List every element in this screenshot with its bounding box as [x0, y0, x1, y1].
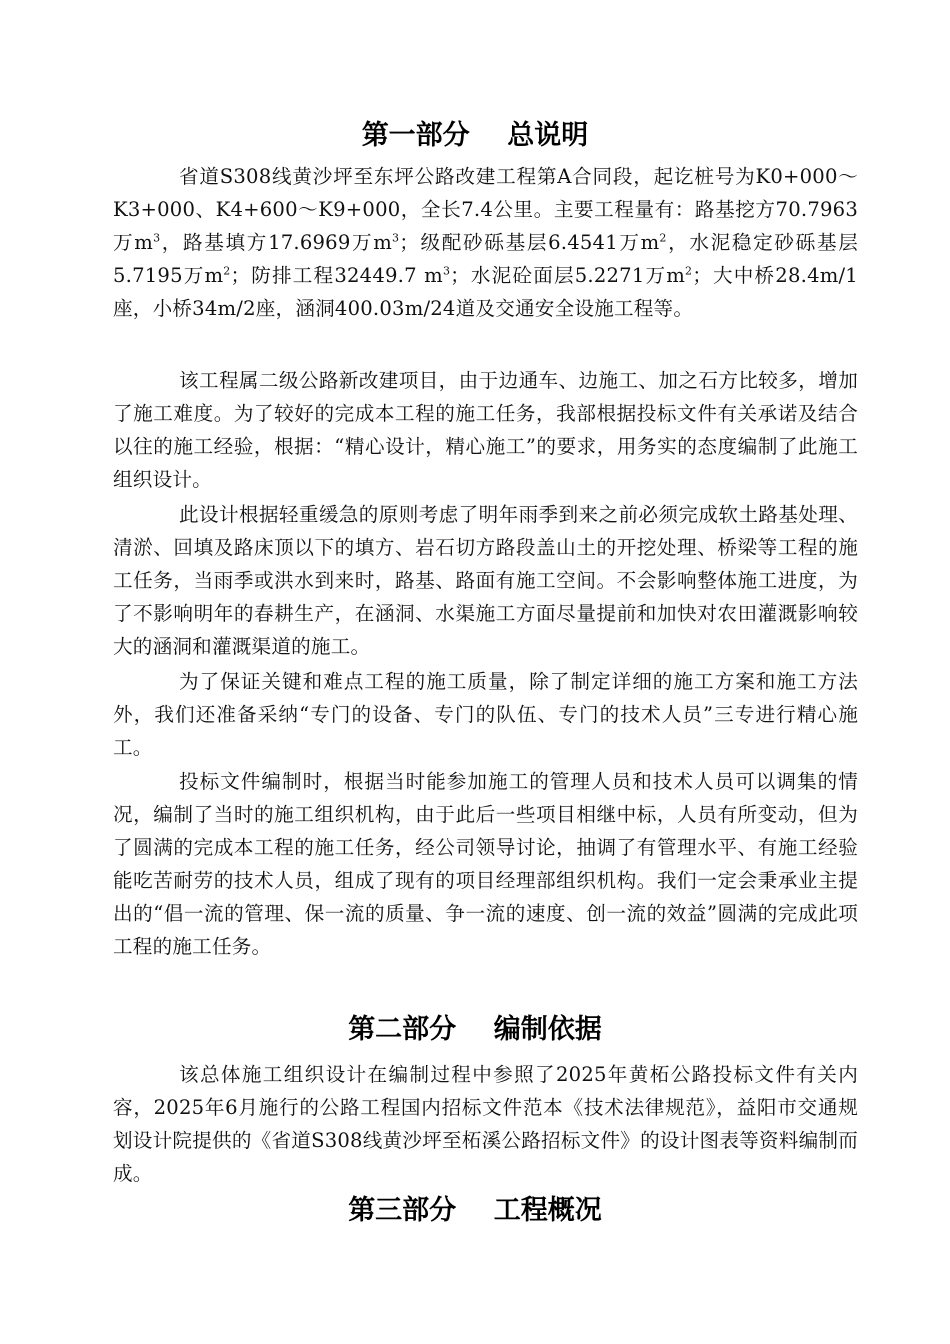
paragraph-project-summary [113, 160, 858, 325]
paragraph-text: ；水泥砼面层5.2271万m [450, 264, 686, 287]
paragraph-text: ；大中桥28.4m/1座，小桥34m/2座，涵洞400.03m/24道及交通安全设施工程等。 [113, 264, 858, 320]
section-heading-overview: 第三部分 工程概况 [348, 1195, 602, 1226]
paragraph-organization [113, 765, 858, 963]
unit-superscript: 2 [223, 264, 231, 278]
paragraph-text: 投标文件编制时，根据当时能参加施工的管理人员和技术人员可以调集的情况，编制了当时的施工组织机构，由于此后一些项目相继中标，人员有所变动，但为了圆满的完成本工程的施工任务，经公司领导讨论，抽调了有管理水平、有施工经验能吃苦耐劳的技术人员，组成了现有的项目经理部组织机构。我们一定会秉承业主提出的“倡一流的管理、保一流的质量、争一流的速度、创一流的效益”圆满的完成此项工程的施工任务。 [113, 770, 858, 958]
paragraph-quality-assurance [113, 665, 858, 764]
paragraph-text: ；防排工程32449.7 m [230, 264, 443, 287]
unit-superscript: 3 [442, 264, 451, 278]
unit-superscript: 2 [685, 264, 693, 278]
unit-superscript: 3 [392, 231, 400, 245]
paragraph-compilation-basis [113, 1058, 858, 1190]
paragraph-text: 此设计根据轻重缓急的原则考虑了明年雨季到来之前必须完成软土路基处理、清淤、回填及路床顶以下的填方、岩石切方路段盖山土的开挖处理、桥梁等工程的施工任务，当雨季或洪水到来时，路基、路面有施工空间。不会影响整体施工进度，为了不影响明年的春耕生产，在涵洞、水渠施工方面尽量提前和加快对农田灌溉影响较大的涵洞和灌溉渠道的施工。 [113, 503, 858, 658]
unit-superscript: 2 [659, 231, 667, 245]
paragraph-design-principle [113, 498, 858, 663]
section-heading-general: 第一部分 总说明 [361, 120, 589, 151]
paragraph-text: 该总体施工组织设计在编制过程中参照了2025年黄柘公路投标文件有关内容，2025年6月施行的公路工程国内招标文件范本《技术法律规范》，益阳市交通规划设计院提供的《省道S308线黄沙坪至柘溪公路招标文件》的设计图表等资料编制而成。 [113, 1063, 858, 1185]
unit-superscript: 3 [153, 231, 161, 245]
paragraph-text: 为了保证关键和难点工程的施工质量，除了制定详细的施工方案和施工方法外，我们还准备采纳“专门的设备、专门的队伍、专门的技术人员”三专进行精心施工。 [113, 670, 858, 759]
paragraph-text: ，路基填方17.6969万m [160, 231, 393, 254]
paragraph-project-difficulty [113, 364, 858, 496]
paragraph-text: ；级配砂砾基层6.4541万m [399, 231, 660, 254]
paragraph-text: 省道S308线黄沙坪至东坪公路改建工程第A合同段，起讫桩号为K0+000～K3+000、K4+600～K9+000，全长7.4公里。主要工程量有：路基挖方70.7963万m [113, 165, 858, 254]
paragraph-text: ，水泥稳定砂砾基层5.7195万m [113, 231, 859, 287]
paragraph-text: 该工程属二级公路新改建项目，由于边通车、边施工、加之石方比较多，增加了施工难度。为了较好的完成本工程的施工任务，我部根据投标文件有关承诺及结合以往的施工经验，根据：“精心设计，精心施工”的要求，用务实的态度编制了此施工组织设计。 [113, 369, 858, 491]
section-heading-basis: 第二部分 编制依据 [348, 1014, 602, 1045]
